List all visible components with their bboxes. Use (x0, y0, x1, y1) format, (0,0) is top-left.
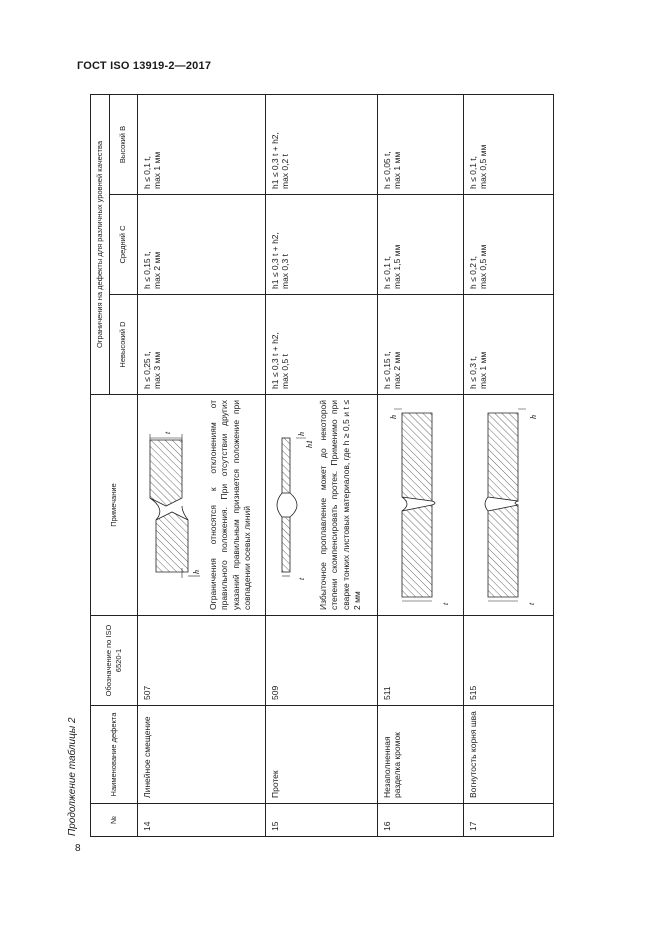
note-cell (137, 395, 265, 616)
row-number: 14 (137, 804, 265, 837)
defect-name: Линейное смещение (137, 706, 265, 804)
sketch-label-h: h (296, 432, 306, 436)
document-header-title: ГОСТ ISO 13919-2—2017 (77, 60, 212, 72)
row-number: 17 (463, 804, 553, 837)
sketch-label-t: t (440, 602, 450, 605)
page-number: 8 (75, 843, 81, 854)
sagging-sketch (270, 430, 314, 580)
root-concavity-sketch (474, 405, 540, 605)
sketch-label-h: h (388, 415, 398, 419)
note-cell (377, 395, 463, 616)
linear-misalignment-sketch (142, 430, 204, 580)
defects-table (90, 94, 554, 837)
note-cell (463, 395, 553, 616)
defect-name: Вогнутость корня шва (463, 706, 553, 804)
defects-table-container (90, 95, 552, 837)
note-cell (265, 395, 377, 616)
table-row (463, 94, 553, 836)
row-number: 15 (265, 804, 377, 837)
column-header-designation: Обозначение по ISO 6520-1 (91, 616, 138, 706)
sketch-label-h1: h1 (304, 440, 314, 448)
defect-name: Протек (265, 706, 377, 804)
note-text: Избыточное проплавление может до некоторой степени скомпенсировать протек. Применимо при сварке тонких листовых материалов, где h ≥ 0,5 и t ≤ 2 мм (317, 400, 363, 610)
column-header-level-d: Невысокий D (109, 295, 137, 395)
limit-level-c: h ≤ 0,2 t, max 0,5 мм (463, 195, 553, 295)
incompletely-filled-groove-sketch (388, 405, 454, 605)
sketch-label-h: h (191, 570, 201, 574)
limit-level-c: h ≤ 0,15 t, max 2 мм (137, 195, 265, 295)
sketch-label-t: t (162, 431, 172, 434)
table-row (137, 94, 265, 836)
limit-level-d: h1 ≤ 0,3 t + h2, max 0,5 t (265, 295, 377, 395)
column-header-note: Примечание (91, 395, 138, 616)
limit-level-b: h1 ≤ 0,3 t + h2, max 0,2 t (265, 94, 377, 194)
column-header-level-b: Высокий B (109, 94, 137, 194)
limit-level-d: h ≤ 0,3 t, max 1 мм (463, 295, 553, 395)
limit-level-c: h1 ≤ 0,3 t + h2, max 0,3 t (265, 195, 377, 295)
column-header-defect-name: Наименование дефекта (91, 706, 138, 804)
limit-level-b: h ≤ 0,1 t, max 0,5 мм (463, 94, 553, 194)
limit-level-b: h ≤ 0,1 t, max 1 мм (137, 94, 265, 194)
table-row (377, 94, 463, 836)
defect-code: 507 (137, 616, 265, 706)
limit-level-d: h ≤ 0,15 t, max 2 мм (377, 295, 463, 395)
defect-code: 511 (377, 616, 463, 706)
note-text: Ограничения относятся к отклонениям от правильного положения. При отсутствии других указаний правильным признается положение при совпадении осевых линий (207, 400, 253, 610)
column-header-number: № (91, 804, 138, 837)
defect-name: Незаполненная разделка кромок (377, 706, 463, 804)
column-header-limits-group: Ограничения на дефекты для различных уровней качества (91, 94, 110, 394)
sketch-label-h: h (528, 415, 538, 419)
limit-level-d: h ≤ 0,25 t, max 3 мм (137, 295, 265, 395)
defect-code: 515 (463, 616, 553, 706)
defect-code: 509 (265, 616, 377, 706)
table-row (265, 94, 377, 836)
limit-level-c: h ≤ 0,1 t, max 1,5 мм (377, 195, 463, 295)
limit-level-b: h ≤ 0,05 t, max 1 мм (377, 94, 463, 194)
row-number: 16 (377, 804, 463, 837)
sketch-label-t: t (296, 577, 306, 580)
table-continuation-caption: Продолжение таблицы 2 (67, 717, 78, 836)
sketch-label-t: t (526, 602, 536, 605)
column-header-level-c: Средний C (109, 195, 137, 295)
